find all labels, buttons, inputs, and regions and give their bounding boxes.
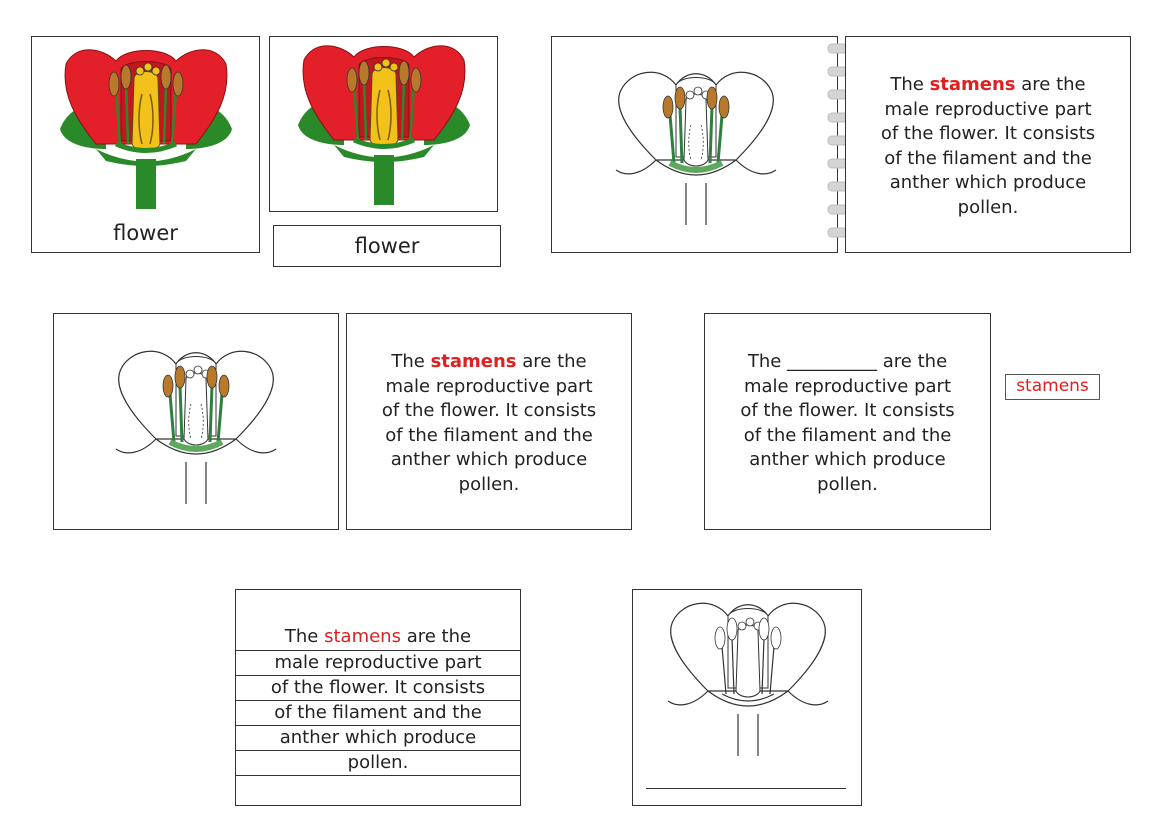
lined-line1-before: The	[284, 626, 325, 647]
booklet-picture-page	[551, 36, 838, 253]
lined-line1-after: are the	[400, 626, 472, 647]
flower-outline-illustration	[648, 596, 848, 766]
booklet-highlight: stamens	[929, 74, 1016, 95]
flower-illustration-colored	[46, 49, 246, 214]
lined-row-6: pollen.	[236, 750, 520, 776]
booklet-text-before: The	[890, 74, 930, 95]
stamen-picture-card	[53, 313, 339, 530]
lined-row-3: of the flower. It consists	[236, 675, 520, 701]
blank-text-after: are the male reproductive part of the flower. It consists of the filament and the anther which produce pollen.	[740, 351, 955, 495]
lined-row-7	[236, 775, 520, 801]
blank-line: __________	[787, 351, 878, 372]
lined-row-1	[236, 625, 520, 650]
lined-row-4: of the filament and the	[236, 700, 520, 726]
picture-card	[269, 36, 498, 212]
write-label-line	[646, 788, 846, 789]
control-card-label: flower	[113, 221, 178, 245]
blank-text-before: The	[747, 351, 788, 372]
definition-highlight: stamens	[430, 351, 517, 372]
definition-card	[346, 313, 632, 530]
label-card	[273, 225, 501, 267]
lined-row-2: male reproductive part	[236, 650, 520, 676]
booklet-text-page	[845, 36, 1131, 253]
booklet-text-after: are the male reproductive part of the flower. It consists of the filament and the anther which produce pollen.	[880, 74, 1096, 218]
booklet-description	[846, 73, 1130, 220]
blank-definition-text	[705, 350, 990, 497]
lined-text-card	[235, 589, 521, 806]
flower-illustration-colored	[284, 45, 484, 210]
word-label-card	[1005, 374, 1100, 400]
flower-stamen-illustration	[96, 344, 296, 514]
outline-picture-card	[632, 589, 862, 806]
blank-definition-card	[704, 313, 991, 530]
flower-stamen-illustration	[596, 65, 796, 235]
lined-row-5: anther which produce	[236, 725, 520, 751]
definition-text-before: The	[391, 351, 431, 372]
definition-text	[347, 350, 631, 497]
definition-text-after: are the male reproductive part of the flower. It consists of the filament and the anther which produce pollen.	[381, 351, 597, 495]
control-card-labeled	[31, 36, 260, 253]
label-card-text: flower	[354, 234, 420, 258]
lined-highlight: stamens	[324, 626, 401, 647]
word-label-text: stamens	[1016, 376, 1089, 396]
